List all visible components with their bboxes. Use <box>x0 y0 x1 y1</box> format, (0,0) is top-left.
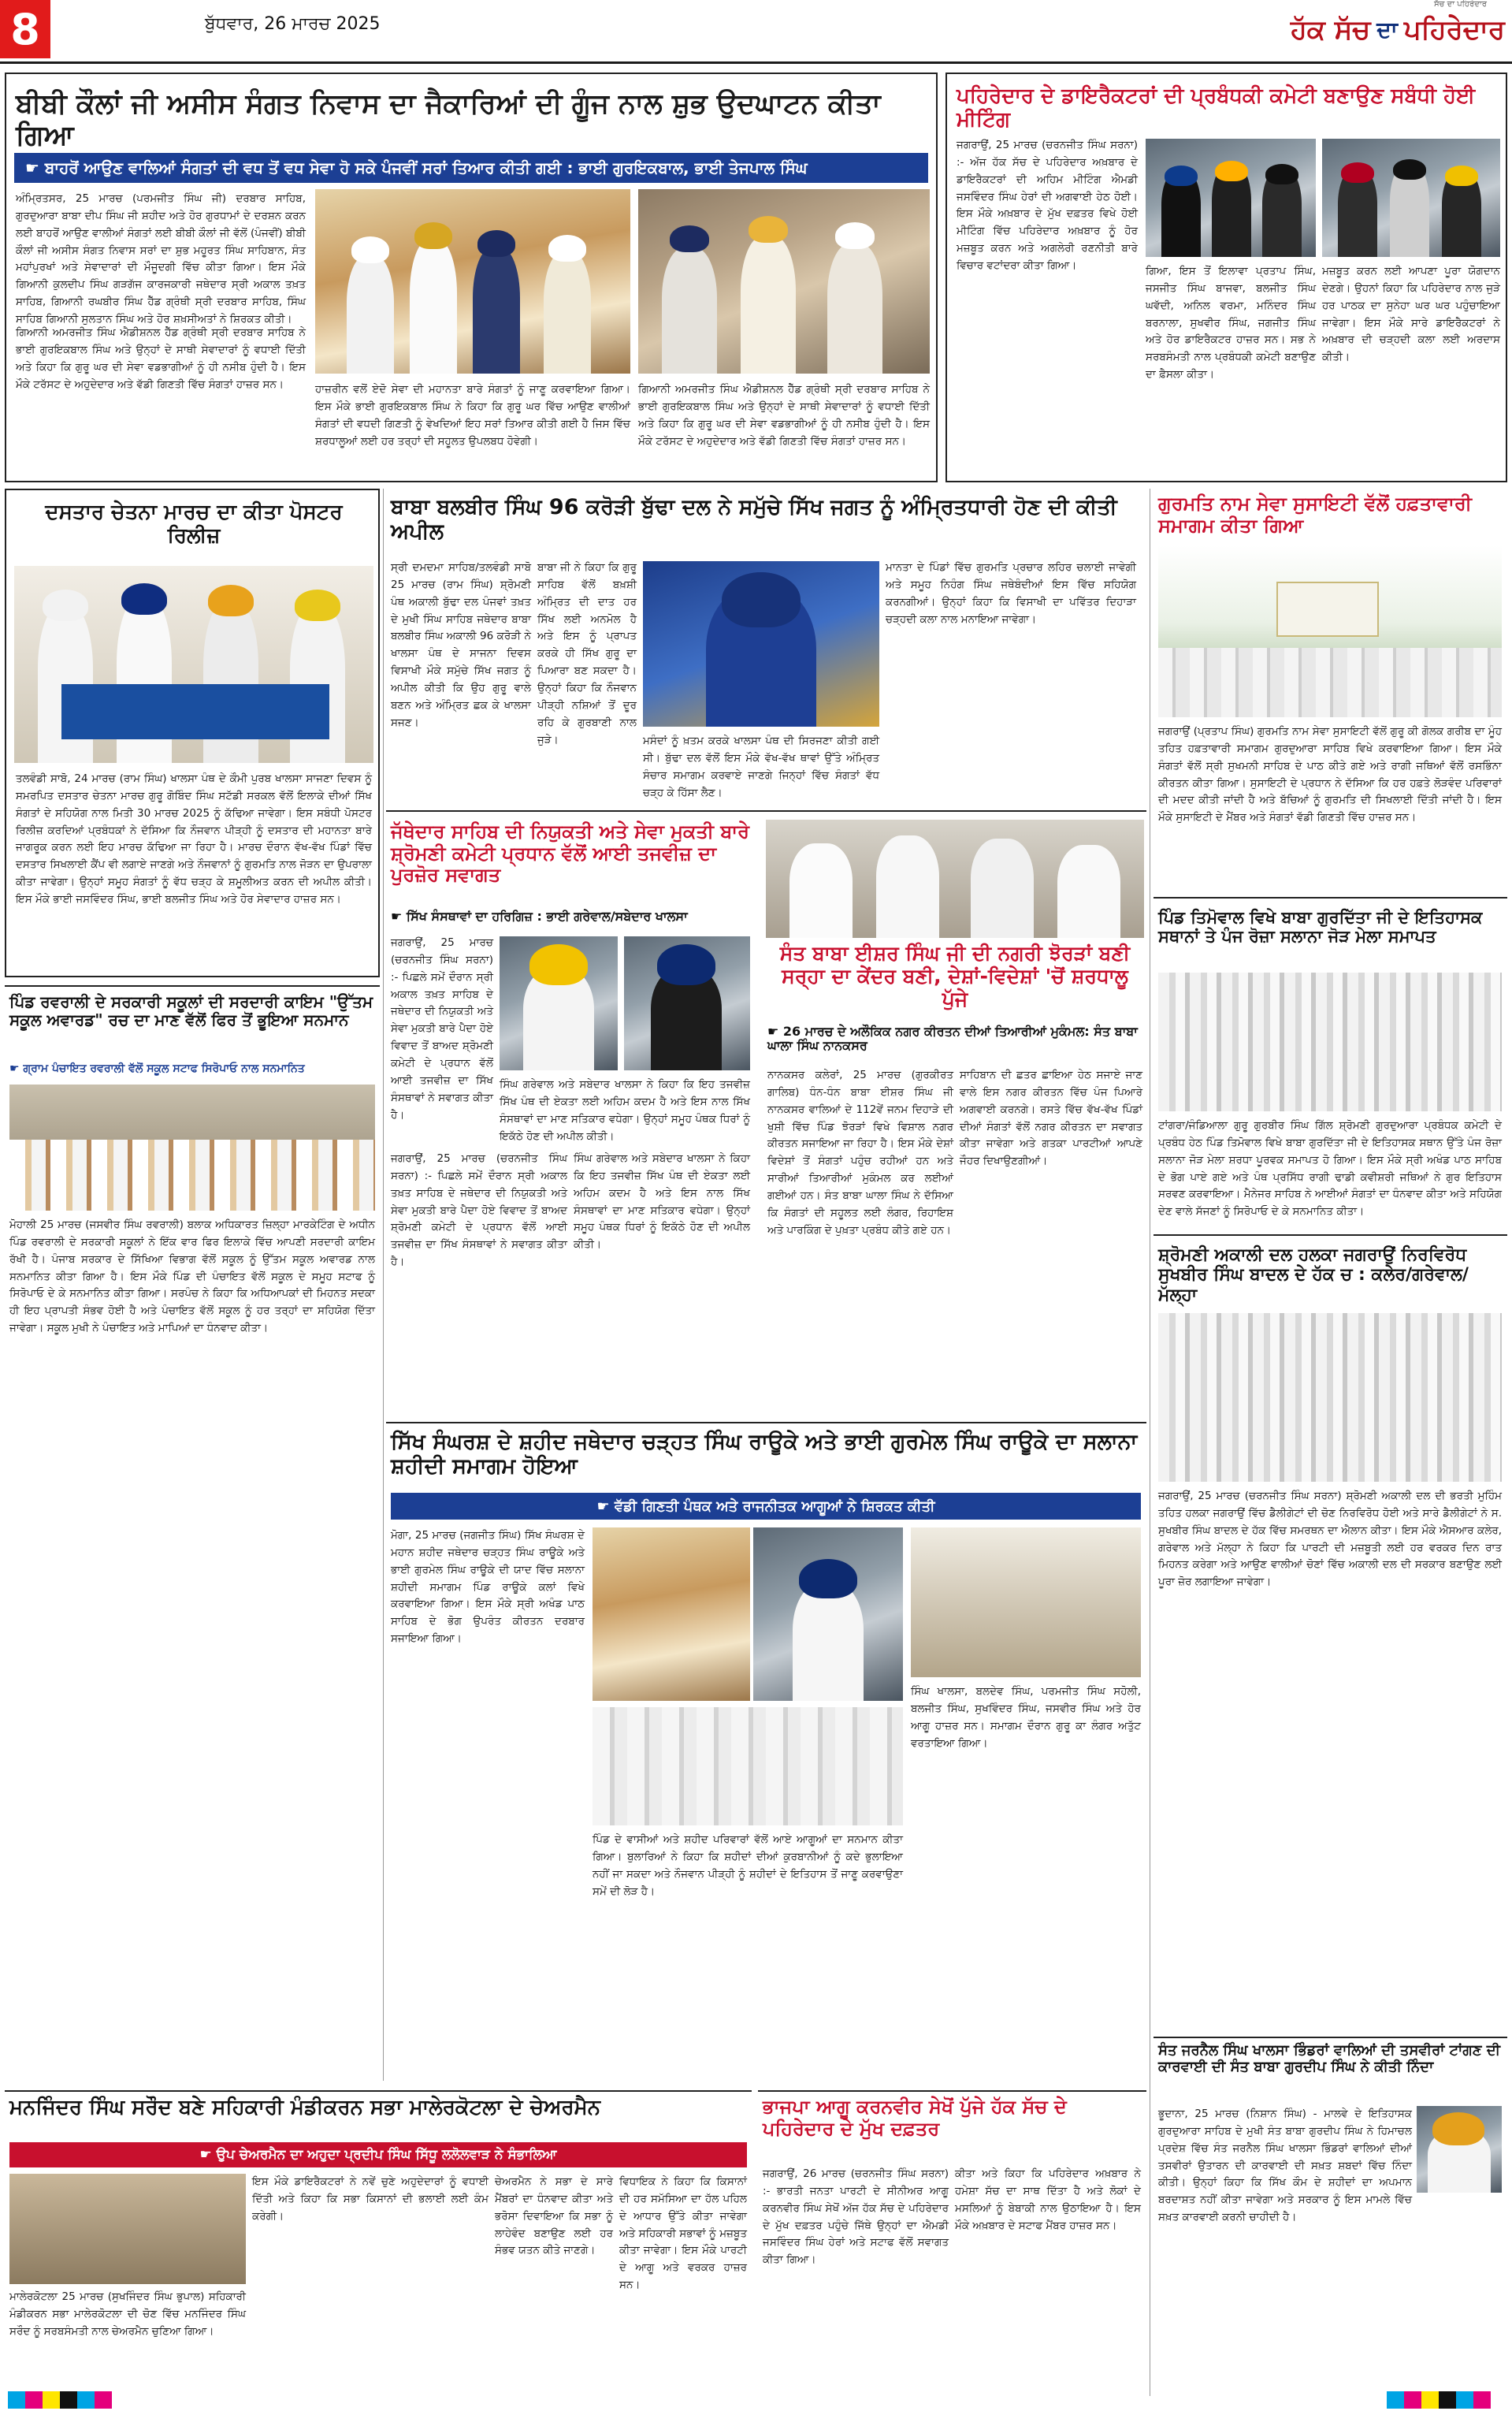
logo-word-1: ਹੱਕ ਸੱਚ <box>1290 14 1371 46</box>
article-text-col4: ਸਿੰਘ ਗਰੇਵਾਲ ਅਤੇ ਸਬੇਦਾਰ ਖਾਲਸਾ ਨੇ ਕਿਹਾ ਕਿ ਇਹ ਤਜਵੀਜ਼ ਸਿੱਖ ਪੰਥ ਦੀ ਏਕਤਾ ਲਈ ਅਹਿਮ ਕਦਮ ਹੈ ਅਤੇ ਇਸ ਨਾਲ ਸਿੱਖ ਸੰਸਥਾਵਾਂ ਦਾ ਮਾਣ ਸਤਿਕਾਰ ਵਧੇਗਾ। ਉਨ੍ਹਾਂ ਸਮੂਹ ਪੰਥਕ ਧਿਰਾਂ ਨੂੰ ਇਕੱਠੇ ਹੋਣ ਦੀ ਅਪੀਲ ਕੀਤੀ। <box>574 1152 750 1252</box>
headline: ਦਸਤਾਰ ਚੇਤਨਾ ਮਾਰਚ ਦਾ ਕੀਤਾ ਪੋਸਟਰ ਰਿਲੀਜ਼ <box>45 500 343 548</box>
article-school-award <box>5 985 380 1427</box>
article-text-col4: ਮਾਨਤਾ ਦੇ ਪਿੰਡਾਂ ਵਿੱਚ ਗੁਰਮਤਿ ਪ੍ਰਚਾਰ ਲਹਿਰ ਚਲਾਈ ਜਾਵੇਗੀ ਅਤੇ ਸਮੂਹ ਨਿਹੰਗ ਸਿੰਘ ਜਥੇਬੰਦੀਆਂ ਇਸ ਵਿੱਚ ਸਹਿਯੋਗ ਕਰਨਗੀਆਂ। ਉਨ੍ਹਾਂ ਕਿਹਾ ਕਿ ਵਿਸਾਖੀ ਦਾ ਪਵਿੱਤਰ ਦਿਹਾੜਾ ਚੜ੍ਹਦੀ ਕਲਾ ਨਾਲ ਮਨਾਇਆ ਜਾਵੇਗਾ। <box>886 561 1136 626</box>
headline: ਸੰਤ ਬਾਬਾ ਈਸ਼ਰ ਸਿੰਘ ਜੀ ਦੀ ਨਗਰੀ ਝੋਰੜਾਂ ਬਣੀ ਸਰ੍ਹਾ ਦਾ ਕੇਂਦਰ ਬਣੀ, ਦੇਸ਼ਾਂ-ਵਿਦੇਸ਼ਾਂ 'ਚੋਂ ਸ਼ਰਧਾਲੂ ਪੁੱਜੇ <box>779 942 1131 1010</box>
photo-school-staff <box>9 1085 375 1211</box>
headline: ਭਾਜਪਾ ਆਗੂ ਕਰਨਵੀਰ ਸੇਖੋਂ ਪੁੱਜੇ ਹੱਕ ਸੱਚ ਦੇ ਪਹਿਰੇਦਾਰ ਦੇ ਮੁੱਖ ਦਫ਼ਤਰ <box>763 2096 1067 2140</box>
article-shaheedi-samagam <box>386 1422 1146 2092</box>
article-text-col2: ਸਿੰਘ ਗਰੇਵਾਲ ਅਤੇ ਸਬੇਦਾਰ ਖਾਲਸਾ ਨੇ ਕਿਹਾ ਕਿ ਇਹ ਤਜਵੀਜ਼ ਸਿੱਖ ਪੰਥ ਦੀ ਏਕਤਾ ਲਈ ਅਹਿਮ ਕਦਮ ਹੈ ਅਤੇ ਇਸ ਨਾਲ ਸਿੱਖ ਸੰਸਥਾਵਾਂ ਦਾ ਮਾਣ ਸਤਿਕਾਰ ਵਧੇਗਾ। ਉਨ੍ਹਾਂ ਸਮੂਹ ਪੰਥਕ ਧਿਰਾਂ ਨੂੰ ਇਕੱਠੇ ਹੋਣ ਦੀ ਅਪੀਲ ਕੀਤੀ। <box>500 1078 750 1143</box>
photo-samagam-speaker <box>753 1527 903 1701</box>
article-text-col3: ਚੇਅਰਮੈਨ ਨੇ ਸਭਾ ਦੇ ਸਾਰੇ ਮੈਂਬਰਾਂ ਦਾ ਧੰਨਵਾਦ ਕੀਤਾ ਅਤੇ ਭਰੋਸਾ ਦਿਵਾਇਆ ਕਿ ਸਭਾ ਨੂੰ ਲਾਹੇਵੰਦ ਬਣਾਉਣ ਲਈ ਹਰ ਸੰਭਵ ਯਤਨ ਕੀਤੇ ਜਾਣਗੇ। <box>495 2175 613 2257</box>
article-text: ਟਾਂਗਰਾ/ਜੰਡਿਆਲਾ ਗੁਰੂ ਗੁਰਬੀਰ ਸਿੰਘ ਗਿੱਲ ਸ਼੍ਰੋਮਣੀ ਗੁਰਦੁਆਰਾ ਪ੍ਰਬੰਧਕ ਕਮੇਟੀ ਦੇ ਪ੍ਰਬੰਧ ਹੇਠ ਪਿੰਡ ਤਿਮੋਵਾਲ ਵਿਖੇ ਬਾਬਾ ਗੁਰਦਿੱਤਾ ਜੀ ਦੇ ਇਤਿਹਾਸਕ ਸਥਾਨ ਉੱਤੇ ਪੰਜ ਰੋਜ਼ਾ ਸਲਾਨਾ ਜੋੜ ਮੇਲਾ ਸ਼ਰਧਾ ਪੂਰਵਕ ਸਮਾਪਤ ਹੋ ਗਿਆ। ਇਸ ਮੌਕੇ ਸ੍ਰੀ ਅਖੰਡ ਪਾਠ ਸਾਹਿਬ ਦੇ ਭੋਗ ਪਾਏ ਗਏ ਅਤੇ ਪੰਥ ਪ੍ਰਸਿੱਧ ਰਾਗੀ ਢਾਡੀ ਕਵੀਸ਼ਰੀ ਜਥਿਆਂ ਨੇ ਗੁਰ ਇਤਿਹਾਸ ਸਰਵਣ ਕਰਵਾਇਆ। ਮੈਨੇਜਰ ਸਾਹਿਬ ਨੇ ਆਈਆਂ ਸੰਗਤਾਂ ਦਾ ਧੰਨਵਾਦ ਕੀਤਾ ਅਤੇ ਸਹਿਯੋਗ ਦੇਣ ਵਾਲੇ ਸੱਜਣਾਂ ਨੂੰ ਸਿਰੋਪਾਓ ਦੇ ਕੇ ਸਨਮਾਨਿਤ ਕੀਤਾ। <box>1158 1119 1502 1219</box>
photo-meeting-1 <box>1146 139 1316 257</box>
photo-weekly-samagam <box>1158 545 1502 717</box>
article-text-col1: ਮੋਗਾ, 25 ਮਾਰਚ (ਜਗਜੀਤ ਸਿੰਘ) ਸਿੱਖ ਸੰਘਰਸ਼ ਦੇ ਮਹਾਨ ਸ਼ਹੀਦ ਜਥੇਦਾਰ ਚੜ੍ਹਤ ਸਿੰਘ ਰਾਊਕੇ ਅਤੇ ਭਾਈ ਗੁਰਮੇਲ ਸਿੰਘ ਰਾਊਕੇ ਦੀ ਯਾਦ ਵਿੱਚ ਸਲਾਨਾ ਸ਼ਹੀਦੀ ਸਮਾਗਮ ਪਿੰਡ ਰਾਊਕੇ ਕਲਾਂ ਵਿਖੇ ਕਰਵਾਇਆ ਗਿਆ। ਇਸ ਮੌਕੇ ਸ੍ਰੀ ਅਖੰਡ ਪਾਠ ਸਾਹਿਬ ਦੇ ਭੋਗ ਉਪਰੰਤ ਕੀਰਤਨ ਦਰਬਾਰ ਸਜਾਇਆ ਗਿਆ। <box>391 1529 585 1646</box>
subheadline-bar: ☛ ਬਾਹਰੋਂ ਆਉਣ ਵਾਲਿਆਂ ਸੰਗਤਾਂ ਦੀ ਵਧ ਤੋਂ ਵਧ ਸੇਵਾ ਹੋ ਸਕੇ ਪੰਜਵੀਂ ਸਰਾਂ ਤਿਆਰ ਕੀਤੀ ਗਈ : ਭਾਈ ਗੁਰਇਕਬਾਲ, ਭਾਈ ਤੇਜਪਾਲ ਸਿੰਘ <box>14 153 928 183</box>
article-text-col1b: ਗਿਆਨੀ ਅਮਰਜੀਤ ਸਿੰਘ ਐਡੀਸ਼ਨਲ ਹੈੱਡ ਗ੍ਰੰਥੀ ਸ੍ਰੀ ਦਰਬਾਰ ਸਾਹਿਬ ਨੇ ਭਾਈ ਗੁਰਇਕਬਾਲ ਸਿੰਘ ਅਤੇ ਉਨ੍ਹਾਂ ਦੇ ਸਾਥੀ ਸੇਵਾਦਾਰਾਂ ਨੂੰ ਵਧਾਈ ਦਿੱਤੀ ਅਤੇ ਕਿਹਾ ਕਿ ਗੁਰੂ ਘਰ ਦੀ ਸੇਵਾ ਵਡਭਾਗੀਆਂ ਨੂੰ ਹੀ ਨਸੀਬ ਹੁੰਦੀ ਹੈ। ਇਸ ਮੌਕੇ ਟਰੱਸਟ ਦੇ ਅਹੁਦੇਦਾਰ ਅਤੇ ਵੱਡੀ ਗਿਣਤੀ ਵਿੱਚ ਸੰਗਤਾਂ ਹਾਜ਼ਰ ਸਨ। <box>16 326 306 391</box>
article-text-col1: ਜਗਰਾਉਂ, 26 ਮਾਰਚ (ਚਰਨਜੀਤ ਸਿੰਘ ਸਰਨਾ) :- ਭਾਰਤੀ ਜਨਤਾ ਪਾਰਟੀ ਦੇ ਸੀਨੀਅਰ ਆਗੂ ਕਰਨਵੀਰ ਸਿੰਘ ਸੇਖੋਂ ਅੱਜ ਹੱਕ ਸੱਚ ਦੇ ਪਹਿਰੇਦਾਰ ਦੇ ਮੁੱਖ ਦਫ਼ਤਰ ਪਹੁੰਚੇ ਜਿੱਥੇ ਉਨ੍ਹਾਂ ਦਾ ਐਮਡੀ ਜਸਵਿੰਦਰ ਸਿੰਘ ਹੇਰਾਂ ਅਤੇ ਸਟਾਫ ਵੱਲੋਂ ਸਵਾਗਤ ਕੀਤਾ ਗਿਆ। <box>763 2167 949 2267</box>
article-text-col4: ਵਿਧਾਇਕ ਨੇ ਕਿਹਾ ਕਿ ਕਿਸਾਨਾਂ ਦੀ ਹਰ ਸਮੱਸਿਆ ਦਾ ਹੱਲ ਪਹਿਲ ਦੇ ਆਧਾਰ ਉੱਤੇ ਕੀਤਾ ਜਾਵੇਗਾ ਅਤੇ ਸਹਿਕਾਰੀ ਸਭਾਵਾਂ ਨੂੰ ਮਜ਼ਬੂਤ ਕੀਤਾ ਜਾਵੇਗਾ। ਇਸ ਮੌਕੇ ਪਾਰਟੀ ਦੇ ਆਗੂ ਅਤੇ ਵਰਕਰ ਹਾਜ਼ਰ ਸਨ। <box>619 2175 747 2292</box>
subheadline: ☛ ਸਿੱਖ ਸੰਸਥਾਵਾਂ ਦਾ ਹਰਿਗਿਜ਼ : ਭਾਈ ਗਰੇਵਾਲ/ਸਬੇਦਾਰ ਖਾਲਸਾ <box>391 909 688 924</box>
registration-marks-right <box>1387 2391 1491 2409</box>
article-text-col1: ਸ੍ਰੀ ਦਮਦਮਾ ਸਾਹਿਬ/ਤਲਵੰਡੀ ਸਾਬੋ 25 ਮਾਰਚ (ਰਾਮ ਸਿੰਘ) ਸ਼੍ਰੋਮਣੀ ਪੰਥ ਅਕਾਲੀ ਬੁੱਢਾ ਦਲ ਪੰਜਵਾਂ ਤਖ਼ਤ ਦੇ ਮੁਖੀ ਸਿੰਘ ਸਾਹਿਬ ਜਥੇਦਾਰ ਬਾਬਾ ਬਲਬੀਰ ਸਿੰਘ ਅਕਾਲੀ 96 ਕਰੋੜੀ ਨੇ ਖਾਲਸਾ ਪੰਥ ਦੇ ਸਾਜਨਾ ਦਿਵਸ ਵਿਸਾਖੀ ਮੌਕੇ ਸਮੁੱਚੇ ਸਿੱਖ ਜਗਤ ਨੂੰ ਅਪੀਲ ਕੀਤੀ ਕਿ ਉਹ ਗੁਰੂ ਵਾਲੇ ਬਣਨ ਅਤੇ ਅੰਮ੍ਰਿਤ ਛਕ ਕੇ ਖਾਲਸਾ ਸਜਣ। <box>391 561 531 729</box>
article-sarai-inauguration <box>5 73 938 482</box>
photo-samagam-stage <box>593 1527 750 1701</box>
logo-word-3: ਪਹਿਰੇਦਾਰ <box>1403 14 1505 46</box>
article-text-col3: ਗਿਆਨੀ ਅਮਰਜੀਤ ਸਿੰਘ ਐਡੀਸ਼ਨਲ ਹੈੱਡ ਗ੍ਰੰਥੀ ਸ੍ਰੀ ਦਰਬਾਰ ਸਾਹਿਬ ਨੇ ਭਾਈ ਗੁਰਇਕਬਾਲ ਸਿੰਘ ਅਤੇ ਉਨ੍ਹਾਂ ਦੇ ਸਾਥੀ ਸੇਵਾਦਾਰਾਂ ਨੂੰ ਵਧਾਈ ਦਿੱਤੀ ਅਤੇ ਕਿਹਾ ਕਿ ਗੁਰੂ ਘਰ ਦੀ ਸੇਵਾ ਵਡਭਾਗੀਆਂ ਨੂੰ ਹੀ ਨਸੀਬ ਹੁੰਦੀ ਹੈ। ਇਸ ਮੌਕੇ ਟਰੱਸਟ ਦੇ ਅਹੁਦੇਦਾਰ ਅਤੇ ਵੱਡੀ ਗਿਣਤੀ ਵਿੱਚ ਸੰਗਤਾਂ ਹਾਜ਼ਰ ਸਨ। <box>638 383 930 448</box>
newspaper-logo <box>1206 6 1505 54</box>
article-text-col1: ਜਗਰਾਉਂ, 25 ਮਾਰਚ (ਚਰਨਜੀਤ ਸਿੰਘ ਸਰਨਾ) :- ਅੱਜ ਹੱਕ ਸੱਚ ਦੇ ਪਹਿਰੇਦਾਰ ਅਖ਼ਬਾਰ ਦੇ ਡਾਇਰੈਕਟਰਾਂ ਦੀ ਅਹਿਮ ਮੀਟਿੰਗ ਐਮਡੀ ਜਸਵਿੰਦਰ ਸਿੰਘ ਹੇਰਾਂ ਦੀ ਅਗਵਾਈ ਹੇਠ ਹੋਈ। ਇਸ ਮੌਕੇ ਅਖ਼ਬਾਰ ਦੇ ਮੁੱਖ ਦਫ਼ਤਰ ਵਿਖੇ ਹੋਈ ਮੀਟਿੰਗ ਵਿੱਚ ਪਹਿਰੇਦਾਰ ਅਖ਼ਬਾਰ ਨੂੰ ਹੋਰ ਮਜ਼ਬੂਤ ਕਰਨ ਅਤੇ ਅਗਲੇਰੀ ਰਣਨੀਤੀ ਬਾਰੇ ਵਿਚਾਰ ਵਟਾਂਦਰਾ ਕੀਤਾ ਗਿਆ। <box>957 139 1138 273</box>
article-text-col3: ਮਜ਼ਬੂਤ ਕਰਨ ਲਈ ਆਪਣਾ ਪੂਰਾ ਯੋਗਦਾਨ ਦੇਣਗੇ। ਉਹਨਾਂ ਕਿਹਾ ਕਿ ਪਹਿਰੇਦਾਰ ਨਾਲ ਜੁੜੇ ਹਰ ਪਾਠਕ ਦਾ ਸੁਨੇਹਾ ਘਰ ਘਰ ਪਹੁੰਚਾਇਆ ਜਾਵੇਗਾ। ਇਸ ਮੌਕੇ ਸਾਰੇ ਡਾਇਰੈਕਟਰਾਂ ਨੇ ਅਖ਼ਬਾਰ ਦੀ ਚੜ੍ਹਦੀ ਕਲਾ ਲਈ ਅਰਦਾਸ ਕੀਤੀ। <box>1322 265 1500 364</box>
photo-subedar-khalsa <box>624 936 750 1070</box>
subheadline-bar: ☛ ਵੱਡੀ ਗਿਣਤੀ ਪੰਥਕ ਅਤੇ ਰਾਜਨੀਤਕ ਆਗੂਆਂ ਨੇ ਸ਼ਿਰਕਤ ਕੀਤੀ <box>391 1493 1141 1520</box>
masthead-rule <box>0 61 1512 64</box>
logo-word-2: ਦਾ <box>1376 17 1398 43</box>
page-number: 8 <box>0 0 50 58</box>
article-text: ਜਗਰਾਉਂ, 25 ਮਾਰਚ (ਚਰਨਜੀਤ ਸਿੰਘ ਸਰਨਾ) ਸ਼੍ਰੋਮਣੀ ਅਕਾਲੀ ਦਲ ਦੀ ਭਰਤੀ ਮੁਹਿੰਮ ਤਹਿਤ ਹਲਕਾ ਜਗਰਾਉਂ ਵਿੱਚ ਡੈਲੀਗੇਟਾਂ ਦੀ ਚੋਣ ਨਿਰਵਿਰੋਧ ਹੋਈ ਅਤੇ ਸਾਰੇ ਡੈਲੀਗੇਟਾਂ ਨੇ ਸ. ਸੁਖਬੀਰ ਸਿੰਘ ਬਾਦਲ ਦੇ ਹੱਕ ਵਿੱਚ ਸਮਰਥਨ ਦਾ ਐਲਾਨ ਕੀਤਾ। ਇਸ ਮੌਕੇ ਐਸਆਰ ਕਲੇਰ, ਗਰੇਵਾਲ ਅਤੇ ਮੱਲ੍ਹਾ ਨੇ ਕਿਹਾ ਕਿ ਪਾਰਟੀ ਦੀ ਮਜ਼ਬੂਤੀ ਲਈ ਹਰ ਵਰਕਰ ਦਿਨ ਰਾਤ ਮਿਹਨਤ ਕਰੇਗਾ ਅਤੇ ਆਉਣ ਵਾਲੀਆਂ ਚੋਣਾਂ ਵਿੱਚ ਅਕਾਲੀ ਦਲ ਦੀ ਸਰਕਾਰ ਬਣਾਉਣ ਲਈ ਪੂਰਾ ਜ਼ੋਰ ਲਗਾਇਆ ਜਾਵੇਗਾ। <box>1158 1490 1502 1589</box>
headline: ਬਾਬਾ ਬਲਬੀਰ ਸਿੰਘ 96 ਕਰੋੜੀ ਬੁੱਢਾ ਦਲ ਨੇ ਸਮੁੱਚੇ ਸਿੱਖ ਜਗਤ ਨੂੰ ਅੰਮ੍ਰਿਤਧਾਰੀ ਹੋਣ ਦੀ ਕੀਤੀ ਅਪੀਲ <box>391 495 1117 545</box>
article-sekhon-visit <box>758 2090 1146 2388</box>
article-text-col1: ਨਾਨਕਸਰ ਕਲੇਰਾਂ, 25 ਮਾਰਚ (ਗੁਰਕੀਰਤ ਗਾਲਿਬ) ਧੰਨ-ਧੰਨ ਬਾਬਾ ਈਸ਼ਰ ਸਿੰਘ ਜੀ ਨਾਨਕਸਰ ਵਾਲਿਆਂ ਦੇ 112ਵੇਂ ਜਨਮ ਦਿਹਾੜੇ ਦੀ ਖੁਸ਼ੀ ਵਿੱਚ ਪਿੰਡ ਝੋਰੜਾਂ ਵਿਖੇ ਵਿਸ਼ਾਲ ਨਗਰ ਕੀਰਤਨ ਸਜਾਇਆ ਜਾ ਰਿਹਾ ਹੈ। ਇਸ ਮੌਕੇ ਦੇਸ਼ਾਂ ਵਿਦੇਸ਼ਾਂ ਤੋਂ ਸੰਗਤਾਂ ਪਹੁੰਚ ਰਹੀਆਂ ਹਨ ਅਤੇ ਸਾਰੀਆਂ ਤਿਆਰੀਆਂ ਮੁਕੰਮਲ ਕਰ ਲਈਆਂ ਗਈਆਂ ਹਨ। ਸੰਤ ਬਾਬਾ ਘਾਲਾ ਸਿੰਘ ਨੇ ਦੱਸਿਆ ਕਿ ਸੰਗਤਾਂ ਦੀ ਸਹੂਲਤ ਲਈ ਲੰਗਰ, ਰਿਹਾਇਸ਼ ਅਤੇ ਪਾਰਕਿੰਗ ਦੇ ਪੁਖ਼ਤਾ ਪ੍ਰਬੰਧ ਕੀਤੇ ਗਏ ਹਨ। <box>767 1069 953 1237</box>
article-text-col2: ਹਾਜ਼ਰੀਨ ਵਲੋਂ ਏਦੋ ਸੇਵਾ ਦੀ ਮਹਾਨਤਾ ਬਾਰੇ ਸੰਗਤਾਂ ਨੂੰ ਜਾਣੂ ਕਰਵਾਇਆ ਗਿਆ। ਇਸ ਮੌਕੇ ਭਾਈ ਗੁਰਇਕਬਾਲ ਸਿੰਘ ਨੇ ਕਿਹਾ ਕਿ ਗੁਰੂ ਘਰ ਵਿੱਚ ਆਉਣ ਵਾਲੀਆਂ ਸੰਗਤਾਂ ਦੀ ਵਧਦੀ ਗਿਣਤੀ ਨੂੰ ਵੇਖਦਿਆਂ ਇਹ ਸਰਾਂ ਤਿਆਰ ਕੀਤੀ ਗਈ ਹੈ ਜਿਸ ਵਿੱਚ ਸ਼ਰਧਾਲੂਆਂ ਲਈ ਹਰ ਤਰ੍ਹਾਂ ਦੀ ਸਹੂਲਤ ਉਪਲਬਧ ਹੋਵੇਗੀ। <box>315 383 630 448</box>
article-budha-dal-appeal <box>386 489 1146 812</box>
headline: ਪਿੰਡ ਤਿਮੋਵਾਲ ਵਿਖੇ ਬਾਬਾ ਗੁਰਦਿੱਤਾ ਜੀ ਦੇ ਇਤਿਹਾਸਕ ਸਥਾਨਾਂ ਤੇ ਪੰਜ ਰੋਜ਼ਾ ਸਲਾਨਾ ਜੋੜ ਮੇਲਾ ਸਮਾਪਤ <box>1158 908 1483 947</box>
article-text: ਮੋਹਾਲੀ 25 ਮਾਰਚ (ਜਸਵੀਰ ਸਿੰਘ ਰਵਰਾਲੀ) ਬਲਾਕ ਅਧਿਕਾਰਤ ਜ਼ਿਲ੍ਹਾ ਮਾਰਕੇਟਿੰਗ ਦੇ ਅਧੀਨ ਪਿੰਡ ਰਵਰਾਲੀ ਦੇ ਸਰਕਾਰੀ ਸਕੂਲਾਂ ਨੇ ਇੱਕ ਵਾਰ ਫਿਰ ਇਲਾਕੇ ਵਿੱਚ ਆਪਣੀ ਸਰਦਾਰੀ ਕਾਇਮ ਰੱਖੀ ਹੈ। ਪੰਜਾਬ ਸਰਕਾਰ ਦੇ ਸਿੱਖਿਆ ਵਿਭਾਗ ਵੱਲੋਂ ਸਕੂਲ ਨੂੰ ਉੱਤਮ ਸਕੂਲ ਅਵਾਰਡ ਨਾਲ ਸਨਮਾਨਿਤ ਕੀਤਾ ਗਿਆ ਹੈ। ਇਸ ਮੌਕੇ ਪਿੰਡ ਦੀ ਪੰਚਾਇਤ ਵੱਲੋਂ ਸਕੂਲ ਦੇ ਸਮੂਹ ਸਟਾਫ ਨੂੰ ਸਿਰੋਪਾਓ ਦੇ ਕੇ ਸਨਮਾਨਿਤ ਕੀਤਾ ਗਿਆ। ਸਰਪੰਚ ਨੇ ਕਿਹਾ ਕਿ ਅਧਿਆਪਕਾਂ ਦੀ ਮਿਹਨਤ ਸਦਕਾ ਹੀ ਇਹ ਪ੍ਰਾਪਤੀ ਸੰਭਵ ਹੋਈ ਹੈ ਅਤੇ ਪੰਚਾਇਤ ਵੱਲੋਂ ਸਕੂਲ ਨੂੰ ਹਰ ਤਰ੍ਹਾਂ ਦਾ ਸਹਿਯੋਗ ਦਿੱਤਾ ਜਾਵੇਗਾ। ਸਕੂਲ ਮੁਖੀ ਨੇ ਪੰਚਾਇਤ ਅਤੇ ਮਾਪਿਆਂ ਦਾ ਧੰਨਵਾਦ ਕੀਤਾ। <box>9 1219 375 1335</box>
article-text-col2: ਬਾਬਾ ਜੀ ਨੇ ਕਿਹਾ ਕਿ ਗੁਰੂ ਸਾਹਿਬ ਵੱਲੋਂ ਬਖ਼ਸ਼ੀ ਅੰਮ੍ਰਿਤ ਦੀ ਦਾਤ ਹਰ ਸਿੱਖ ਲਈ ਅਨਮੋਲ ਹੈ ਅਤੇ ਇਸ ਨੂੰ ਪ੍ਰਾਪਤ ਕਰਕੇ ਹੀ ਸਿੱਖ ਗੁਰੂ ਦਾ ਪਿਆਰਾ ਬਣ ਸਕਦਾ ਹੈ। ਉਨ੍ਹਾਂ ਕਿਹਾ ਕਿ ਨੌਜਵਾਨ ਪੀੜ੍ਹੀ ਨਸ਼ਿਆਂ ਤੋਂ ਦੂਰ ਰਹਿ ਕੇ ਗੁਰਬਾਣੀ ਨਾਲ ਜੁੜੇ। <box>537 561 637 746</box>
article-nagar-kirtan <box>763 817 1146 1416</box>
registration-marks-left <box>8 2391 112 2409</box>
headline: ਗੁਰਮਤਿ ਨਾਮ ਸੇਵਾ ਸੁਸਾਇਟੀ ਵੱਲੋਂ ਹਫ਼ਤਾਵਾਰੀ ਸਮਾਗਮ ਕੀਤਾ ਗਿਆ <box>1158 493 1473 537</box>
headline: ਸ਼੍ਰੋਮਣੀ ਅਕਾਲੀ ਦਲ ਹਲਕਾ ਜਗਰਾਉਂ ਨਿਰਵਿਰੋਧ ਸੁਖਬੀਰ ਸਿੰਘ ਬਾਦਲ ਦੇ ਹੱਕ ਚ : ਕਲੇਰ/ਗਰੇਵਾਲ/ਮੱਲ੍ਹਾ <box>1158 1245 1469 1305</box>
article-mandikaran-chairman <box>5 2090 752 2388</box>
article-jathedar-appointment <box>386 817 756 1416</box>
headline: ਪਿੰਡ ਰਵਰਾਲੀ ਦੇ ਸਰਕਾਰੀ ਸਕੂਲਾਂ ਦੀ ਸਰਦਾਰੀ ਕਾਇਮ "ਉੱਤਮ ਸਕੂਲ ਅਵਾਰਡ" ਰਚ ਦਾ ਮਾਣ ਵੱਲੋਂ ਫਿਰ ਤੋਂ ਭੂਇਆ ਸਨਮਾਨ <box>9 992 373 1029</box>
article-text: ਜਗਰਾਉਂ (ਪ੍ਰਤਾਪ ਸਿੰਘ) ਗੁਰਮਤਿ ਨਾਮ ਸੇਵਾ ਸੁਸਾਇਟੀ ਵੱਲੋਂ ਗੁਰੂ ਕੀ ਗੋਲਕ ਗਰੀਬ ਦਾ ਮੂੰਹ ਤਹਿਤ ਹਫ਼ਤਾਵਾਰੀ ਸਮਾਗਮ ਗੁਰਦੁਆਰਾ ਸਾਹਿਬ ਵਿਖੇ ਕਰਵਾਇਆ ਗਿਆ। ਇਸ ਮੌਕੇ ਸੰਗਤਾਂ ਵੱਲੋਂ ਸ੍ਰੀ ਸੁਖਮਨੀ ਸਾਹਿਬ ਦੇ ਪਾਠ ਕੀਤੇ ਗਏ ਅਤੇ ਰਾਗੀ ਜਥਿਆਂ ਵੱਲੋਂ ਰਸਭਿੰਨਾ ਕੀਰਤਨ ਕੀਤਾ ਗਿਆ। ਸੁਸਾਇਟੀ ਦੇ ਪ੍ਰਧਾਨ ਨੇ ਦੱਸਿਆ ਕਿ ਹਰ ਹਫ਼ਤੇ ਲੋੜਵੰਦ ਪਰਿਵਾਰਾਂ ਦੀ ਮਦਦ ਕੀਤੀ ਜਾਂਦੀ ਹੈ ਅਤੇ ਬੱਚਿਆਂ ਨੂੰ ਗੁਰਮਤਿ ਦੀ ਸਿਖਲਾਈ ਦਿੱਤੀ ਜਾਂਦੀ ਹੈ। ਇਸ ਮੌਕੇ ਸੁਸਾਇਟੀ ਦੇ ਮੈਂਬਰ ਅਤੇ ਸੰਗਤਾਂ ਵੱਡੀ ਗਿਣਤੀ ਵਿੱਚ ਹਾਜ਼ਰ ਸਨ। <box>1158 725 1502 824</box>
article-text-col2: ਗਿਆ, ਇਸ ਤੋਂ ਇਲਾਵਾ ਪ੍ਰਤਾਪ ਸਿੰਘ, ਜਸਜੀਤ ਸਿੰਘ ਬਾਜਵਾ, ਬਲਜੀਤ ਸਿੰਘ ਘਵੱਦੀ, ਅਨਿਲ ਵਰਮਾ, ਮਨਿੰਦਰ ਸਿੰਘ ਬਰਨਾਲਾ, ਸੁਖਵੀਰ ਸਿੰਘ, ਜਗਜੀਤ ਸਿੰਘ ਅਤੇ ਹੋਰ ਡਾਇਰੈਕਟਰ ਹਾਜ਼ਰ ਸਨ। ਸਭ ਨੇ ਸਰਬਸੰਮਤੀ ਨਾਲ ਪ੍ਰਬੰਧਕੀ ਕਮੇਟੀ ਬਣਾਉਣ ਦਾ ਫ਼ੈਸਲਾ ਕੀਤਾ। <box>1146 265 1316 381</box>
article-text-col3: ਜਗਰਾਉਂ, 25 ਮਾਰਚ (ਚਰਨਜੀਤ ਸਿੰਘ ਸਰਨਾ) :- ਪਿਛਲੇ ਸਮੇਂ ਦੌਰਾਨ ਸ੍ਰੀ ਅਕਾਲ ਤਖ਼ਤ ਸਾਹਿਬ ਦੇ ਜਥੇਦਾਰ ਦੀ ਨਿਯੁਕਤੀ ਅਤੇ ਸੇਵਾ ਮੁਕਤੀ ਬਾਰੇ ਪੈਦਾ ਹੋਏ ਵਿਵਾਦ ਤੋਂ ਬਾਅਦ ਸ਼੍ਰੋਮਣੀ ਕਮੇਟੀ ਦੇ ਪ੍ਰਧਾਨ ਵੱਲੋਂ ਆਈ ਤਜਵੀਜ਼ ਦਾ ਸਿੱਖ ਸੰਸਥਾਵਾਂ ਨੇ ਸਵਾਗਤ ਕੀਤਾ ਹੈ। <box>391 1152 567 1269</box>
headline: ਜੱਥੇਦਾਰ ਸਾਹਿਬ ਦੀ ਨਿਯੁਕਤੀ ਅਤੇ ਸੇਵਾ ਮੁਕਤੀ ਬਾਰੇ ਸ਼੍ਰੋਮਣੀ ਕਮੇਟੀ ਪ੍ਰਧਾਨ ਵੱਲੋਂ ਆਈ ਤਜਵੀਜ਼ ਦਾ ਪੁਰਜ਼ੋਰ ਸਵਾਗਤ <box>391 820 750 887</box>
photo-meeting-2 <box>1322 139 1500 257</box>
headline: ਪਹਿਰੇਦਾਰ ਦੇ ਡਾਇਰੈਕਟਰਾਂ ਦੀ ਪ੍ਰਬੰਧਕੀ ਕਮੇਟੀ ਬਣਾਉਣ ਸਬੰਧੀ ਹੋਈ ਮੀਟਿੰਗ <box>957 84 1476 132</box>
photo-sant-baba-group <box>766 820 1144 938</box>
article-text: ਭੂਦਾਨਾ, 25 ਮਾਰਚ (ਨਿਸ਼ਾਨ ਸਿੰਘ) - ਮਾਲਵੇ ਦੇ ਇਤਿਹਾਸਕ ਗੁਰਦੁਆਰਾ ਸਾਹਿਬ ਦੇ ਮੁਖੀ ਸੰਤ ਬਾਬਾ ਗੁਰਦੀਪ ਸਿੰਘ ਨੇ ਹਿਮਾਚਲ ਪ੍ਰਦੇਸ਼ ਵਿੱਚ ਸੰਤ ਜਰਨੈਲ ਸਿੰਘ ਖਾਲਸਾ ਭਿੰਡਰਾਂ ਵਾਲਿਆਂ ਦੀਆਂ ਤਸਵੀਰਾਂ ਉਤਾਰਨ ਦੀ ਕਾਰਵਾਈ ਦੀ ਸਖ਼ਤ ਸ਼ਬਦਾਂ ਵਿੱਚ ਨਿੰਦਾ ਕੀਤੀ। ਉਨ੍ਹਾਂ ਕਿਹਾ ਕਿ ਸਿੱਖ ਕੌਮ ਦੇ ਸ਼ਹੀਦਾਂ ਦਾ ਅਪਮਾਨ ਬਰਦਾਸ਼ਤ ਨਹੀਂ ਕੀਤਾ ਜਾਵੇਗਾ ਅਤੇ ਸਰਕਾਰ ਨੂੰ ਇਸ ਮਾਮਲੇ ਵਿੱਚ ਸਖ਼ਤ ਕਾਰਵਾਈ ਕਰਨੀ ਚਾਹੀਦੀ ਹੈ। <box>1158 2108 1412 2224</box>
article-text-col1: ਮਾਲੇਰਕੋਟਲਾ 25 ਮਾਰਚ (ਸੁਖਜਿੰਦਰ ਸਿੰਘ ਭੁਪਾਲ) ਸਹਿਕਾਰੀ ਮੰਡੀਕਰਨ ਸਭਾ ਮਾਲੇਰਕੋਟਲਾ ਦੀ ਚੋਣ ਵਿੱਚ ਮਨਜਿੰਦਰ ਸਿੰਘ ਸਰੌਦ ਨੂੰ ਸਰਬਸੰਮਤੀ ਨਾਲ ਚੇਅਰਮੈਨ ਚੁਣਿਆ ਗਿਆ। <box>9 2290 246 2338</box>
photo-samagam-sangat <box>593 1707 903 1825</box>
photo-bhai-grewal <box>500 936 618 1070</box>
article-timowal-jor-mela <box>1154 905 1507 1236</box>
subheadline: ☛ 26 ਮਾਰਚ ਦੇ ਅਲੌਕਿਕ ਨਗਰ ਕੀਰਤਨ ਦੀਆਂ ਤਿਆਰੀਆਂ ਮੁਕੰਮਲ: ਸੰਤ ਬਾਬਾ ਘਾਲਾ ਸਿੰਘ ਨਾਨਕਸਰ <box>767 1024 1138 1054</box>
article-dastar-march <box>5 489 380 977</box>
headline: ਬੀਬੀ ਕੌਲਾਂ ਜੀ ਅਸੀਸ ਸੰਗਤ ਨਿਵਾਸ ਦਾ ਜੈਕਾਰਿਆਂ ਦੀ ਗੂੰਜ ਨਾਲ ਸ਼ੁਭ ਉਦਘਾਟਨ ਕੀਤਾ ਗਿਆ <box>16 88 881 152</box>
article-sant-gurdeep-singh <box>1154 2037 1507 2388</box>
article-text-col1: ਜਗਰਾਉਂ, 25 ਮਾਰਚ (ਚਰਨਜੀਤ ਸਿੰਘ ਸਰਨਾ) :- ਪਿਛਲੇ ਸਮੇਂ ਦੌਰਾਨ ਸ੍ਰੀ ਅਕਾਲ ਤਖ਼ਤ ਸਾਹਿਬ ਦੇ ਜਥੇਦਾਰ ਦੀ ਨਿਯੁਕਤੀ ਅਤੇ ਸੇਵਾ ਮੁਕਤੀ ਬਾਰੇ ਪੈਦਾ ਹੋਏ ਵਿਵਾਦ ਤੋਂ ਬਾਅਦ ਸ਼੍ਰੋਮਣੀ ਕਮੇਟੀ ਦੇ ਪ੍ਰਧਾਨ ਵੱਲੋਂ ਆਈ ਤਜਵੀਜ਼ ਦਾ ਸਿੱਖ ਸੰਸਥਾਵਾਂ ਨੇ ਸਵਾਗਤ ਕੀਤਾ ਹੈ। <box>391 936 493 1122</box>
photo-inauguration-group <box>638 189 930 374</box>
article-text-col3: ਮਸੰਦਾਂ ਨੂੰ ਖ਼ਤਮ ਕਰਕੇ ਖਾਲਸਾ ਪੰਥ ਦੀ ਸਿਰਜਣਾ ਕੀਤੀ ਗਈ ਸੀ। ਬੁੱਢਾ ਦਲ ਵੱਲੋਂ ਇਸ ਮੌਕੇ ਵੱਖ-ਵੱਖ ਥਾਵਾਂ ਉੱਤੇ ਅੰਮ੍ਰਿਤ ਸੰਚਾਰ ਸਮਾਗਮ ਕਰਵਾਏ ਜਾਣਗੇ ਜਿਨ੍ਹਾਂ ਵਿੱਚ ਸੰਗਤਾਂ ਵੱਧ ਚੜ੍ਹ ਕੇ ਹਿੱਸਾ ਲੈਣ। <box>643 735 879 799</box>
headline: ਮਨਜਿੰਦਰ ਸਿੰਘ ਸਰੌਦ ਬਣੇ ਸਹਿਕਾਰੀ ਮੰਡੀਕਰਨ ਸਭਾ ਮਾਲੇਰਕੋਟਲਾ ਦੇ ਚੇਅਰਮੈਨ <box>9 2096 600 2119</box>
photo-baba-balbir-singh <box>643 561 879 727</box>
article-gurmat-naam-society <box>1154 489 1507 899</box>
photo-sarai-ceremony <box>315 189 630 374</box>
subheadline: ☛ ਗ੍ਰਾਮ ਪੰਚਾਇਤ ਰਵਰਾਲੀ ਵੱਲੋਂ ਸਕੂਲ ਸਟਾਫ ਸਿਰੋਪਾਓ ਨਾਲ ਸਨਮਾਨਿਤ <box>9 1062 305 1075</box>
brand-tagline: ਸੱਚ ਦਾ ਪਹਿਰੇਦਾਰ <box>1434 0 1487 9</box>
article-text-col1: ਅੰਮ੍ਰਿਤਸਰ, 25 ਮਾਰਚ (ਪਰਮਜੀਤ ਸਿੰਘ ਜੀ) ਦਰਬਾਰ ਸਾਹਿਬ, ਗੁਰਦੁਆਰਾ ਬਾਬਾ ਦੀਪ ਸਿੰਘ ਜੀ ਸ਼ਹੀਦ ਅਤੇ ਹੋਰ ਗੁਰਧਾਮਾਂ ਦੇ ਦਰਸ਼ਨ ਕਰਨ ਲਈ ਬਾਹਰੋਂ ਆਉਣ ਵਾਲੀਆਂ ਸੰਗਤਾਂ ਲਈ ਬੀਬੀ ਕੌਲਾਂ ਜੀ ਵੱਲੋਂ (ਪੰਜਵੀਂ) ਬੀਬੀ ਕੌਲਾਂ ਜੀ ਅਸੀਸ ਸੰਗਤ ਨਿਵਾਸ ਸਰਾਂ ਦਾ ਸ਼ੁਭ ਮਹੂਰਤ ਸਿੰਘ ਸਾਹਿਬਾਨ, ਸੰਤ ਮਹਾਂਪੁਰਖਾਂ ਅਤੇ ਸੇਵਾਦਾਰਾਂ ਦੀ ਮੌਜੂਦਗੀ ਵਿੱਚ ਕੀਤਾ ਗਿਆ। ਇਸ ਮੌਕੇ ਗਿਆਨੀ ਕੁਲਦੀਪ ਸਿੰਘ ਗੜਗੱਜ ਕਾਰਜਕਾਰੀ ਜਥੇਦਾਰ ਸ੍ਰੀ ਅਕਾਲ ਤਖ਼ਤ ਸਾਹਿਬ, ਗਿਆਨੀ ਰਘਬੀਰ ਸਿੰਘ ਹੈੱਡ ਗ੍ਰੰਥੀ ਸ੍ਰੀ ਦਰਬਾਰ ਸਾਹਿਬ, ਸਿੰਘ ਸਾਹਿਬ ਗਿਆਨੀ ਸੁਲਤਾਨ ਸਿੰਘ ਅਤੇ ਹੋਰ ਸ਼ਖ਼ਸੀਅਤਾਂ ਨੇ ਸ਼ਿਰਕਤ ਕੀਤੀ। <box>16 192 306 326</box>
article-text-col2: ਪਿੰਡ ਦੇ ਵਾਸੀਆਂ ਅਤੇ ਸ਼ਹੀਦ ਪਰਿਵਾਰਾਂ ਵੱਲੋਂ ਆਏ ਆਗੂਆਂ ਦਾ ਸਨਮਾਨ ਕੀਤਾ ਗਿਆ। ਬੁਲਾਰਿਆਂ ਨੇ ਕਿਹਾ ਕਿ ਸ਼ਹੀਦਾਂ ਦੀਆਂ ਕੁਰਬਾਨੀਆਂ ਨੂੰ ਕਦੇ ਭੁਲਾਇਆ ਨਹੀਂ ਜਾ ਸਕਦਾ ਅਤੇ ਨੌਜਵਾਨ ਪੀੜ੍ਹੀ ਨੂੰ ਸ਼ਹੀਦਾਂ ਦੇ ਇਤਿਹਾਸ ਤੋਂ ਜਾਣੂ ਕਰਵਾਉਣਾ ਸਮੇਂ ਦੀ ਲੋੜ ਹੈ। <box>593 1833 903 1898</box>
article-text-col3: ਸਿੰਘ ਖਾਲਸਾ, ਬਲਦੇਵ ਸਿੰਘ, ਪਰਮਜੀਤ ਸਿੰਘ ਸਹੋਲੀ, ਬਲਜੀਤ ਸਿੰਘ, ਸੁਖਵਿੰਦਰ ਸਿੰਘ, ਜਸਵੀਰ ਸਿੰਘ ਅਤੇ ਹੋਰ ਆਗੂ ਹਾਜ਼ਰ ਸਨ। ਸਮਾਗਮ ਦੌਰਾਨ ਗੁਰੂ ਕਾ ਲੰਗਰ ਅਤੁੱਟ ਵਰਤਾਇਆ ਗਿਆ। <box>911 1685 1141 1750</box>
photo-poster-release <box>14 566 373 763</box>
headline: ਸਿੱਖ ਸੰਘਰਸ਼ ਦੇ ਸ਼ਹੀਦ ਜਥੇਦਾਰ ਚੜ੍ਹਤ ਸਿੰਘ ਰਾਊਕੇ ਅਤੇ ਭਾਈ ਗੁਰਮੇਲ ਸਿੰਘ ਰਾਊਕੇ ਦਾ ਸਲਾਨਾ ਸ਼ਹੀਦੀ ਸਮਾਗਮ ਹੋਇਆ <box>391 1430 1138 1479</box>
column-separator <box>383 489 384 2081</box>
headline: ਸੰਤ ਜਰਨੈਲ ਸਿੰਘ ਖਾਲਸਾ ਭਿੰਡਰਾਂ ਵਾਲਿਆਂ ਦੀ ਤਸਵੀਰਾਂ ਟਾਂਗਣ ਦੀ ਕਾਰਵਾਈ ਦੀ ਸੰਤ ਬਾਬਾ ਗੁਰਦੀਪ ਸਿੰਘ ਨੇ ਕੀਤੀ ਨਿੰਦਾ <box>1158 2042 1501 2075</box>
photo-akali-dal-gathering <box>1158 1313 1502 1482</box>
photo-jor-mela-crowd <box>1158 973 1502 1111</box>
article-akali-dal-support <box>1154 1242 1507 2030</box>
article-text-col2: ਕੀਤਾ ਅਤੇ ਕਿਹਾ ਕਿ ਪਹਿਰੇਦਾਰ ਅਖ਼ਬਾਰ ਨੇ ਹਮੇਸ਼ਾ ਸੱਚ ਦਾ ਸਾਥ ਦਿੱਤਾ ਹੈ ਅਤੇ ਲੋਕਾਂ ਦੇ ਮਸਲਿਆਂ ਨੂੰ ਬੇਬਾਕੀ ਨਾਲ ਉਠਾਇਆ ਹੈ। ਇਸ ਮੌਕੇ ਅਖ਼ਬਾਰ ਦੇ ਸਟਾਫ ਮੈਂਬਰ ਹਾਜ਼ਰ ਸਨ। <box>955 2167 1141 2232</box>
photo-sant-gurdeep-singh <box>1417 2106 1502 2193</box>
article-text-col2: ਸਾਹਿਬਾਨ ਦੀ ਛਤਰ ਛਾਇਆ ਹੇਠ ਸਜਾਏ ਜਾਣ ਵਾਲੇ ਇਸ ਨਗਰ ਕੀਰਤਨ ਵਿੱਚ ਪੰਜ ਪਿਆਰੇ ਅਗਵਾਈ ਕਰਨਗੇ। ਰਸਤੇ ਵਿੱਚ ਵੱਖ-ਵੱਖ ਪਿੰਡਾਂ ਦੀਆਂ ਸੰਗਤਾਂ ਵੱਲੋਂ ਨਗਰ ਕੀਰਤਨ ਦਾ ਸਵਾਗਤ ਕੀਤਾ ਜਾਵੇਗਾ ਅਤੇ ਗਤਕਾ ਪਾਰਟੀਆਂ ਆਪਣੇ ਜੌਹਰ ਦਿਖਾਉਣਗੀਆਂ। <box>960 1069 1142 1168</box>
article-directors-meeting <box>945 73 1507 482</box>
subheadline-bar: ☛ ਉਪ ਚੇਅਰਮੈਨ ਦਾ ਅਹੁਦਾ ਪ੍ਰਦੀਪ ਸਿੰਘ ਸਿੱਧੂ ਲਲੋਲਵਾੜ ਨੇ ਸੰਭਾਲਿਆ <box>9 2142 747 2167</box>
photo-chairman-election <box>9 2174 246 2284</box>
issue-date: ਬੁੱਧਵਾਰ, 26 ਮਾਰਚ 2025 <box>205 14 381 34</box>
article-text-col2: ਇਸ ਮੌਕੇ ਡਾਇਰੈਕਟਰਾਂ ਨੇ ਨਵੇਂ ਚੁਣੇ ਅਹੁਦੇਦਾਰਾਂ ਨੂੰ ਵਧਾਈ ਦਿੱਤੀ ਅਤੇ ਕਿਹਾ ਕਿ ਸਭਾ ਕਿਸਾਨਾਂ ਦੀ ਭਲਾਈ ਲਈ ਕੰਮ ਕਰੇਗੀ। <box>252 2175 489 2223</box>
article-text: ਤਲਵੰਡੀ ਸਾਬੋ, 24 ਮਾਰਚ (ਰਾਮ ਸਿੰਘ) ਖਾਲਸਾ ਪੰਥ ਦੇ ਕੌਮੀ ਪੁਰਬ ਖਾਲਸਾ ਸਾਜਣਾ ਦਿਵਸ ਨੂੰ ਸਮਰਪਿਤ ਦਸਤਾਰ ਚੇਤਨਾ ਮਾਰਚ ਗੁਰੂ ਗੋਬਿੰਦ ਸਿੰਘ ਸਟੱਡੀ ਸਰਕਲ ਵੱਲੋਂ ਇਲਾਕੇ ਦੀਆਂ ਸਿੱਖ ਸੰਗਤਾਂ ਦੇ ਸਹਿਯੋਗ ਨਾਲ ਮਿਤੀ 30 ਮਾਰਚ 2025 ਨੂੰ ਕੱਢਿਆ ਜਾਵੇਗਾ। ਇਸ ਸਬੰਧੀ ਪੋਸਟਰ ਰਿਲੀਜ਼ ਕਰਦਿਆਂ ਪ੍ਰਬੰਧਕਾਂ ਨੇ ਦੱਸਿਆ ਕਿ ਨੌਜਵਾਨ ਪੀੜ੍ਹੀ ਨੂੰ ਦਸਤਾਰ ਦੀ ਮਹਾਨਤਾ ਬਾਰੇ ਜਾਗਰੂਕ ਕਰਨ ਲਈ ਇਹ ਮਾਰਚ ਕੱਢਿਆ ਜਾ ਰਿਹਾ ਹੈ। ਮਾਰਚ ਦੌਰਾਨ ਵੱਖ-ਵੱਖ ਪਿੰਡਾਂ ਵਿੱਚ ਦਸਤਾਰ ਸਿਖਲਾਈ ਕੈਂਪ ਵੀ ਲਗਾਏ ਜਾਣਗੇ ਅਤੇ ਨੌਜਵਾਨਾਂ ਨੂੰ ਗੁਰਮਤਿ ਨਾਲ ਜੋੜਨ ਦਾ ਉਪਰਾਲਾ ਕੀਤਾ ਜਾਵੇਗਾ। ਉਨ੍ਹਾਂ ਸਮੂਹ ਸੰਗਤਾਂ ਨੂੰ ਵੱਧ ਚੜ੍ਹ ਕੇ ਸ਼ਮੂਲੀਅਤ ਕਰਨ ਦੀ ਅਪੀਲ ਕੀਤੀ। ਇਸ ਮੌਕੇ ਭਾਈ ਜਸਵਿੰਦਰ ਸਿੰਘ, ਭਾਈ ਬਲਜੀਤ ਸਿੰਘ ਅਤੇ ਹੋਰ ਸੇਵਾਦਾਰ ਹਾਜ਼ਰ ਸਨ। <box>16 772 372 906</box>
photo-samagam-leaders <box>911 1527 1141 1677</box>
